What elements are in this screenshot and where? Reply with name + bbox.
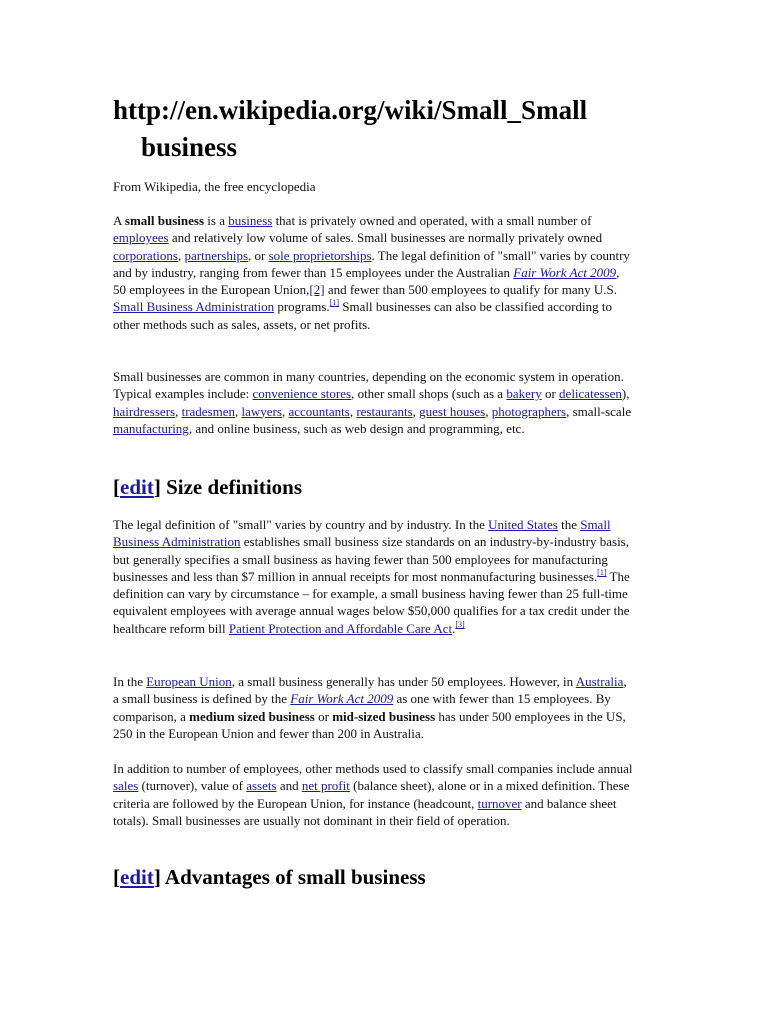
text: (balance sheet), alone or in a mixed definition. These criteria are followed by the European Union, for instance (headcount,	[113, 778, 630, 811]
link-employees[interactable]: employees	[113, 230, 169, 246]
site-tagline: From Wikipedia, the free encyclopedia	[113, 179, 316, 194]
edit-link-size-definitions[interactable]: edit	[120, 475, 154, 499]
link-convenience-stores[interactable]: convenience stores	[252, 386, 352, 402]
text: ,	[412, 403, 420, 419]
bracket: [	[113, 865, 120, 889]
link-turnover[interactable]: turnover	[477, 795, 522, 811]
text: The legal definition of "small" varies by country and by industry. In the	[113, 517, 489, 532]
text: Small businesses are common in many countries, depending on the economic system in operation. Typical examples include:	[113, 369, 624, 402]
text: (turnover), value of	[138, 778, 247, 794]
bracket: [	[113, 475, 120, 499]
examples-paragraph	[113, 368, 633, 437]
reference-link-3[interactable]: [3]	[455, 619, 465, 629]
reference-link-1[interactable]: [1]	[597, 567, 607, 577]
text: , or	[248, 247, 269, 263]
section-title: Advantages of small business	[160, 865, 426, 889]
text: the	[557, 517, 581, 532]
link-patient-protection-act[interactable]: Patient Protection and Affordable Care Act	[228, 620, 453, 636]
text: , 50 employees in the European Union,	[113, 264, 620, 298]
link-small-business-administration[interactable]: Small Business Administration	[113, 517, 611, 550]
link-assets[interactable]: assets	[246, 778, 277, 794]
bracket: ]	[153, 475, 161, 499]
text: ,	[349, 403, 357, 419]
text: , a small business is defined by the	[113, 674, 627, 707]
text: ,	[175, 403, 182, 419]
link-sole-proprietorships[interactable]: sole proprietorships	[268, 247, 372, 263]
link-united-states[interactable]: United States	[488, 517, 558, 532]
reference-link-2[interactable]: [2]	[309, 282, 325, 298]
link-corporations[interactable]: corporations	[113, 247, 178, 263]
section-title: Size definitions	[160, 475, 303, 499]
link-fair-work-act[interactable]: Fair Work Act 2009	[513, 264, 617, 280]
link-european-union[interactable]: European Union	[146, 674, 232, 689]
link-australia[interactable]: Australia	[575, 674, 624, 689]
text: or	[314, 708, 333, 724]
link-business[interactable]: business	[228, 213, 273, 228]
text: ,	[235, 403, 242, 419]
link-sales[interactable]: sales	[113, 778, 139, 794]
text: programs.	[274, 299, 330, 315]
intro-paragraph	[113, 212, 633, 333]
text: and	[276, 778, 302, 794]
text: or	[541, 386, 560, 402]
text: ,	[177, 247, 185, 263]
reference-link-1[interactable]: [1]	[329, 298, 340, 308]
text: , and online business, such as web design and programming, etc.	[188, 420, 525, 436]
bold-term-mid-sized: mid-sized business	[332, 708, 436, 724]
link-lawyers[interactable]: lawyers	[241, 403, 282, 419]
classification-methods-paragraph	[113, 760, 633, 829]
size-definition-paragraph	[113, 516, 633, 637]
link-guest-houses[interactable]: guest houses	[419, 403, 486, 419]
link-small-business-administration[interactable]: Small Business Administration	[113, 299, 275, 315]
text: has under 500 employees in the US, 250 in the European Union and fewer than 200 in Australia.	[113, 708, 626, 741]
page-title-line2: business	[141, 132, 238, 162]
link-hairdressers[interactable]: hairdressers	[113, 403, 176, 419]
text: ),	[621, 386, 630, 402]
link-restaurants[interactable]: restaurants	[356, 403, 413, 419]
text: . The legal definition of "small" varies by country and by industry, ranging from fewer than 15 employees under the Australian	[113, 247, 630, 280]
edit-link-advantages[interactable]: edit	[120, 865, 154, 889]
text: and relatively low volume of sales. Small businesses are normally privately owned	[168, 230, 603, 246]
text: ,	[485, 403, 492, 419]
text: as one with fewer than 15 employees. By comparison, a	[113, 691, 611, 724]
text: and balance sheet totals). Small businesses are usually not dominant in their field of operation.	[113, 795, 617, 828]
link-photographers[interactable]: photographers	[491, 403, 567, 419]
link-partnerships[interactable]: partnerships	[184, 247, 249, 263]
text: .	[452, 620, 456, 636]
link-net-profit[interactable]: net profit	[301, 778, 350, 794]
text: Small businesses can also be classified according to other methods such as sales, assets, or net profits.	[113, 299, 612, 332]
text: , other small shops (such as a	[351, 386, 507, 402]
text: ,	[281, 403, 289, 419]
text: establishes small business size standards on an industry-by-industry basis, but generally specifies a small business as having fewer than 500 employees for manufacturing businesses and less than $7 million in annual receipts for most nonmanufacturing businesses.	[113, 534, 629, 584]
text: and fewer than 500 employees to qualify for many U.S.	[324, 282, 618, 298]
text: A	[113, 213, 125, 228]
section-heading-advantages	[113, 864, 426, 890]
link-manufacturing[interactable]: manufacturing	[113, 420, 189, 436]
bracket: ]	[153, 865, 161, 889]
bold-term-small-business: small business	[124, 213, 205, 228]
text: In the	[113, 674, 147, 689]
page-title	[113, 92, 673, 166]
text: The definition can vary by circumstance – for example, a small business having fewer than 25 full-time equivalent employees with average annual wages below $50,000 qualifies for a tax credit under the healthcare reform bill	[113, 568, 630, 636]
eu-australia-paragraph	[113, 673, 633, 742]
section-heading-size-definitions	[113, 474, 302, 500]
link-accountants[interactable]: accountants	[288, 403, 350, 419]
link-delicatessen[interactable]: delicatessen	[559, 386, 622, 402]
link-fair-work-act[interactable]: Fair Work Act 2009	[290, 691, 394, 707]
text: In addition to number of employees, other methods used to classify small companies include annual	[113, 761, 633, 776]
bold-term-medium-sized: medium sized business	[189, 708, 315, 724]
text: , a small business generally has under 50 employees. However, in	[231, 674, 576, 689]
text: , small-scale	[566, 403, 632, 419]
text: that is privately owned and operated, with a small number of	[272, 213, 592, 228]
text: is a	[204, 213, 229, 228]
page-title-line1: http://en.wikipedia.org/wiki/Small_Small	[113, 95, 588, 125]
link-bakery[interactable]: bakery	[506, 386, 542, 402]
link-tradesmen[interactable]: tradesmen	[181, 403, 236, 419]
